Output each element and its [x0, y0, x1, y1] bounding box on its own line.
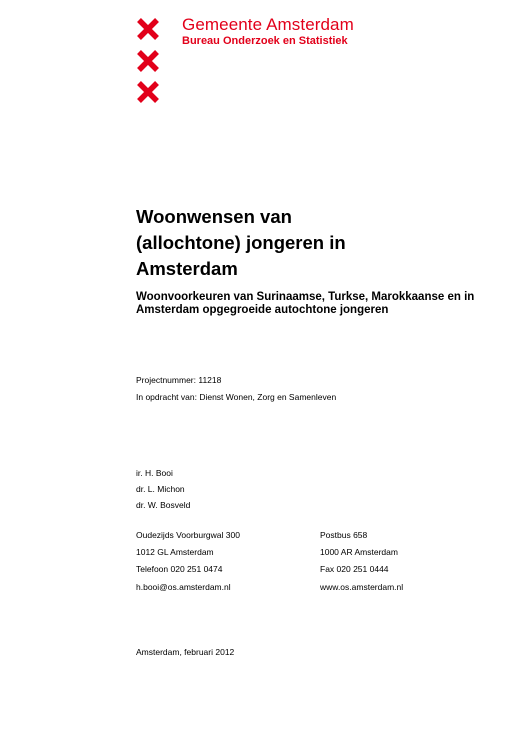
x-cross-icon	[136, 80, 160, 104]
street-address: Oudezijds Voorburgwal 300	[136, 530, 240, 540]
project-number: Projectnummer: 11218	[136, 375, 222, 385]
author-2: dr. L. Michon	[136, 484, 185, 494]
report-title-line-3: Amsterdam	[136, 258, 238, 279]
postbus: Postbus 658	[320, 530, 368, 540]
place-and-date: Amsterdam, februari 2012	[136, 647, 235, 657]
author-1: ir. H. Booi	[136, 468, 173, 478]
author-3: dr. W. Bosveld	[136, 500, 191, 510]
postal-code-city: 1012 GL Amsterdam	[136, 547, 214, 557]
commissioned-by: In opdracht van: Dienst Wonen, Zorg en Samenleven	[136, 392, 337, 402]
report-subtitle	[136, 291, 486, 317]
x-cross-icon	[136, 17, 160, 41]
website-link[interactable]: www.os.amsterdam.nl	[320, 582, 404, 592]
report-title-line-1: Woonwensen van	[136, 206, 292, 227]
postbus-city: 1000 AR Amsterdam	[320, 547, 398, 557]
x-cross-icon	[136, 49, 160, 73]
report-title-line-2: (allochtone) jongeren in	[136, 232, 346, 253]
subtitle-line-2: Amsterdam opgegroeide autochtone jongeren	[136, 304, 389, 316]
organization-name: Gemeente Amsterdam	[182, 15, 354, 34]
organization-department: Bureau Onderzoek en Statistiek	[182, 35, 348, 47]
subtitle-line-1: Woonvoorkeuren van Surinaamse, Turkse, Marokkaanse en in	[136, 291, 475, 303]
email-address[interactable]: h.booi@os.amsterdam.nl	[136, 582, 231, 592]
fax-number: Fax 020 251 0444	[320, 564, 389, 574]
phone-number: Telefoon 020 251 0474	[136, 564, 223, 574]
